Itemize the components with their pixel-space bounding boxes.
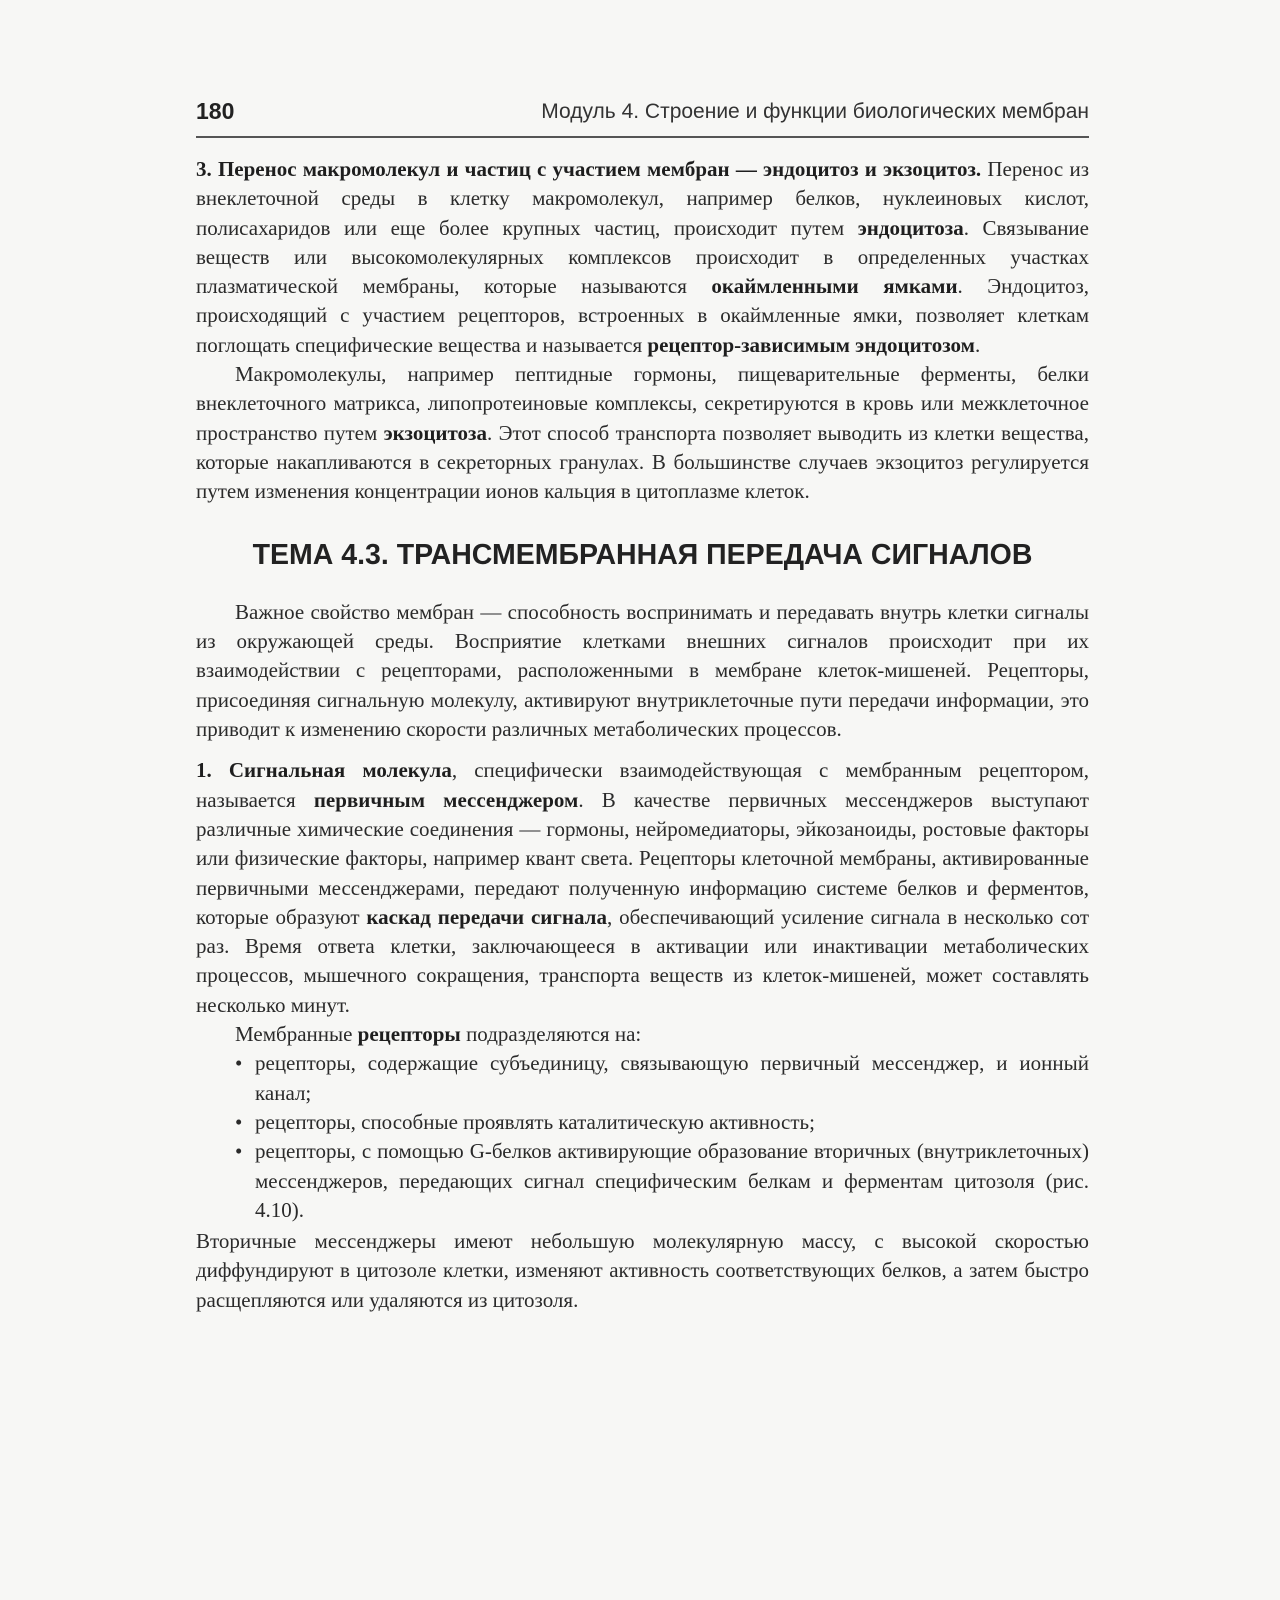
bullet-icon: • xyxy=(235,1139,243,1164)
list-item-text: рецепторы, способные проявлять каталитическую активность; xyxy=(255,1109,815,1134)
text: . Этот способ транспорта позволяет выводить из клетки вещества, которые накапливаются в секреторных гранулах. В большинстве случаев экзоцитоз регулируется путем изменения концентрации ионов кальция в цитоплазме клеток. xyxy=(196,420,1089,504)
page-header xyxy=(196,96,1089,138)
topic-heading: ТЕМА 4.3. ТРАНСМЕМБРАННАЯ ПЕРЕДАЧА СИГНАЛОВ xyxy=(252,538,1033,571)
text: Перенос из внеклеточной среды в клетку макромолекул, например белков, нуклеиновых кислот, полисахаридов или еще более крупных частиц, происходит путем xyxy=(196,157,1089,240)
paragraph-exocytosis xyxy=(196,360,1089,506)
term-coated-pits: окаймленными ямками xyxy=(711,274,958,299)
paragraph-intro: Важное свойство мембран — способность воспринимать и передавать внутрь клетки сигналы из окружающей среды. Восприятие клетками внешних сигналов происходит при их взаимодействии с рецепторами, расположенными в мембране клеток-мишеней. Рецепторы, присоединяя сигнальную молекулу, активируют внутриклеточные пути передачи информации, это приводит к изменению скорости различных метаболических процессов. xyxy=(196,599,1089,742)
term-signal-cascade: каскад передачи сигнала xyxy=(366,904,607,929)
list-item-text: рецепторы, содержащие субъединицу, связывающую первичный мессенджер, и ионный канал; xyxy=(255,1051,1089,1105)
paragraph-receptors-intro xyxy=(196,1020,1089,1049)
text: , специфически взаимодействующая с мембранным рецептором, называется xyxy=(196,758,1089,812)
paragraph-signal-molecule xyxy=(196,756,1089,1020)
text: Макромолекулы, например пептидные гормоны, пищеварительные ферменты, белки внеклеточного матрикса, липопротеиновые комплексы, секретируются в кровь или межклеточное пространство путем xyxy=(196,362,1089,445)
text: Мембранные xyxy=(235,1022,358,1047)
running-title: Модуль 4. Строение и функции биологических мембран xyxy=(541,100,1089,123)
list-item xyxy=(235,1108,1089,1137)
receptor-types-list xyxy=(196,1049,1089,1225)
term-primary-messenger: первичным мессенджером xyxy=(313,787,579,812)
page-number: 180 xyxy=(196,98,235,124)
paragraph-second-messengers: Вторичные мессенджеры имеют небольшую молекулярную массу, с высокой скоростью диффундируют в цитозоле клетки, изменяют активность соответствующих белков, а затем быстро расщепляются или удаляются из цитозоля. xyxy=(196,1229,1089,1312)
section-3-title: 3. Перенос макромолекул и частиц с участием мембран — эндоцитоз и экзоцитоз. xyxy=(196,157,982,181)
text: . xyxy=(974,332,981,357)
list-item xyxy=(235,1137,1089,1225)
bullet-icon: • xyxy=(235,1109,243,1134)
text: . Связывание веществ или высокомолекулярных комплексов происходит в определенных участках плазматической мембраны, которые называются xyxy=(196,215,1089,299)
bullet-icon: • xyxy=(235,1051,243,1076)
text: , обеспечивающий усиление сигнала в несколько сот раз. Время ответа клетки, заключающееся в активации или инактивации метаболических процессов, мышечного сокращения, транспорта веществ из клеток-мишеней, может составлять несколько минут. xyxy=(196,904,1090,1017)
term-receptor-mediated-endocytosis: рецептор-зависимым эндоцитозом xyxy=(647,332,975,357)
text: подразделяются на: xyxy=(460,1022,642,1047)
term-endocytosis: эндоцитоза xyxy=(857,215,964,240)
list-item xyxy=(235,1049,1089,1108)
text: . В качестве первичных мессенджеров выступают различные химические соединения — гормоны, нейромедиаторы, эйкозаноиды, ростовые факторы или физические факторы, например квант света. Рецепторы клеточной мембраны, активированные первичными мессенджерами, передают полученную информацию системе белков и ферментов, которые образуют xyxy=(196,787,1089,929)
text: . Эндоцитоз, происходящий с участием рецепторов, встроенных в окаймленные ямки, позволяет клеткам поглощать специфические вещества и называется xyxy=(196,274,1090,357)
term-exocytosis: экзоцитоза xyxy=(383,420,487,445)
page-body xyxy=(196,155,1089,1315)
paragraph-endocytosis xyxy=(196,155,1089,360)
list-item-text: рецепторы, с помощью G-белков активирующие образование вторичных (внутриклеточных) мессенджеров, передающих сигнал специфическим белкам и ферментам цитозоля (рис. 4.10). xyxy=(255,1139,1089,1222)
term-receptors: рецепторы xyxy=(357,1022,461,1047)
section-1-title: 1. Сигнальная молекула xyxy=(196,758,452,783)
